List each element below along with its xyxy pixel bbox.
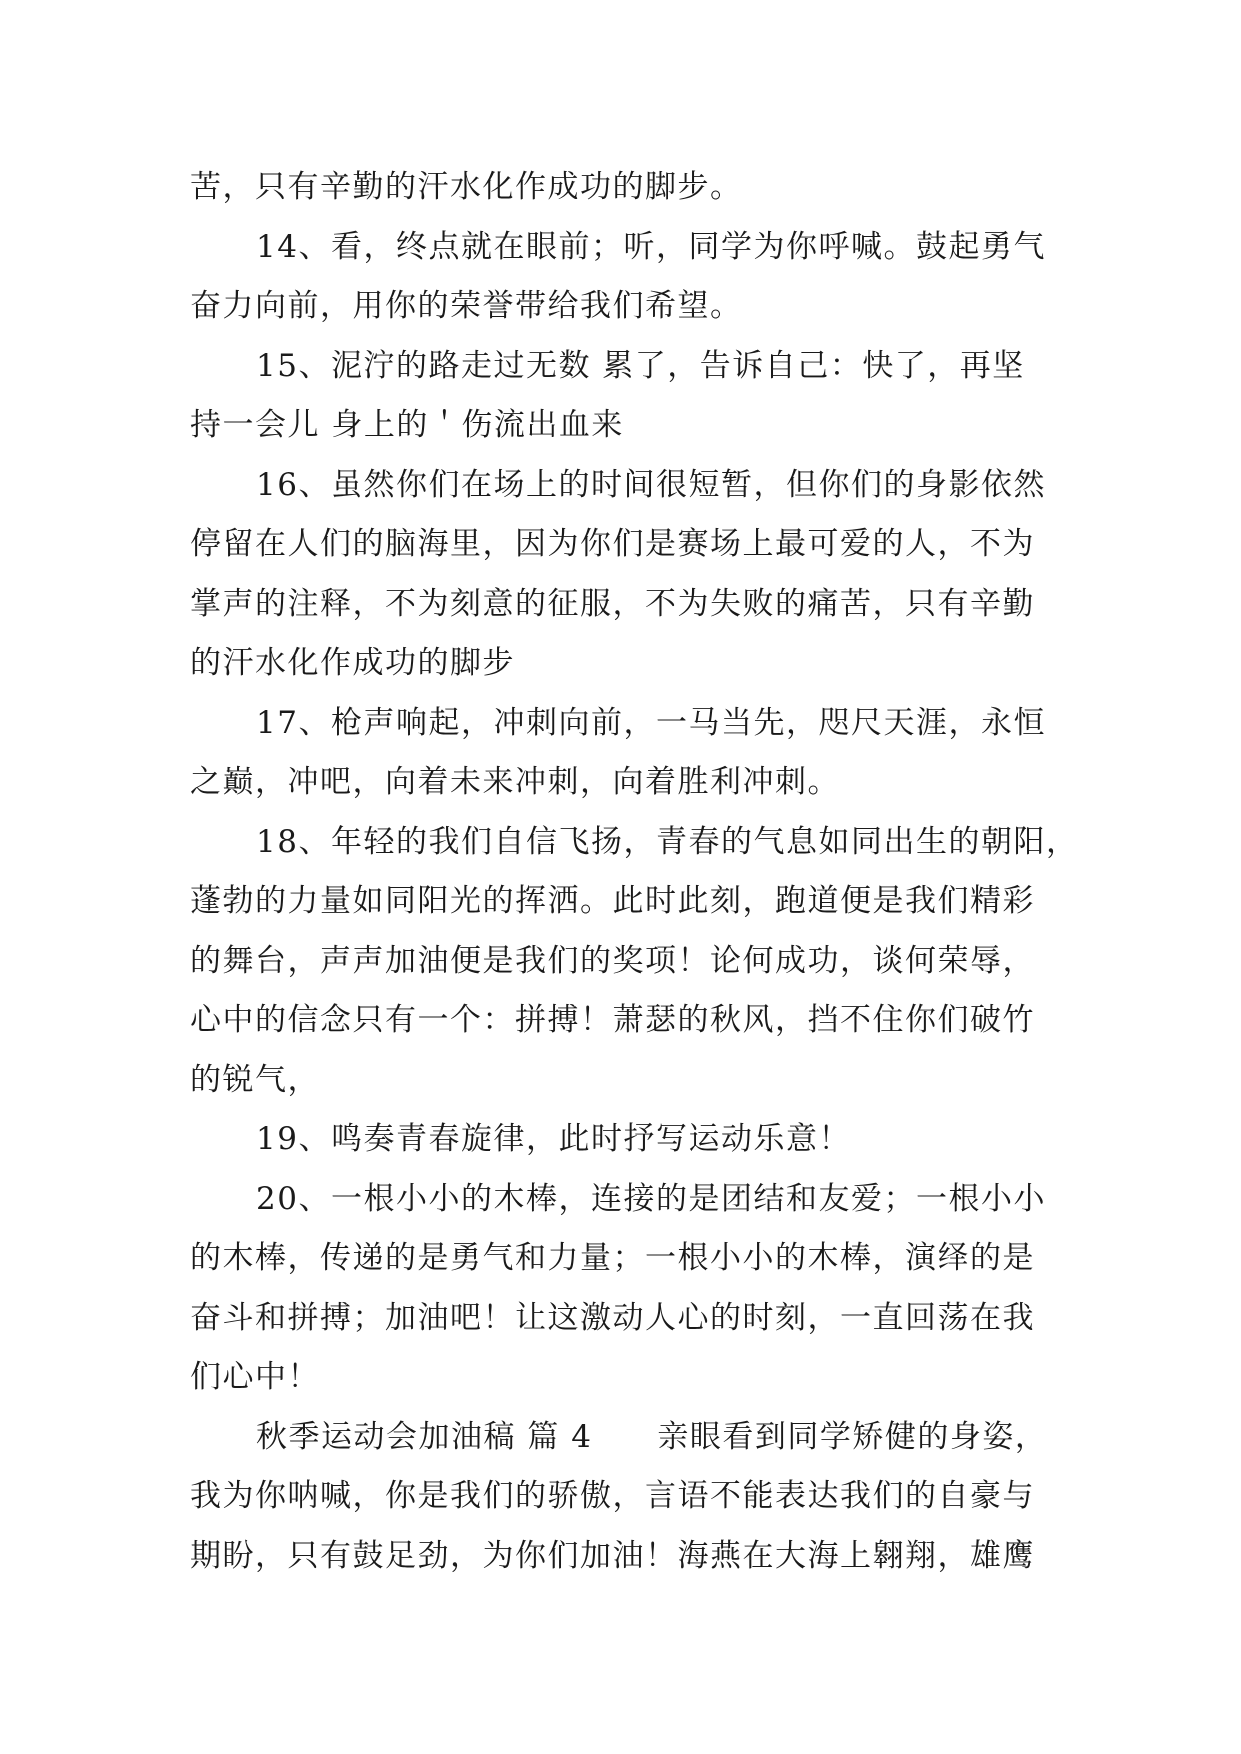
paragraph-15 (190, 337, 1060, 456)
text-line: 心中的信念只有一个：拼搏！萧瑟的秋风，挡不住你们破竹 (190, 1002, 1035, 1038)
text-line: 奋力向前，用你的荣誉带给我们希望。 (190, 288, 743, 324)
text-line: 停留在人们的脑海里，因为你们是赛场上最可爱的人，不为 (190, 526, 1035, 562)
text-line: 的锐气， (190, 1061, 320, 1098)
text-line: 苦，只有辛勤的汗水化作成功的脚步。 (190, 169, 743, 205)
text-line: 的汗水化作成功的脚步 (190, 645, 515, 681)
text-line: 我为你呐喊，你是我们的骄傲，言语不能表达我们的自豪与 (190, 1478, 1035, 1514)
text-line: 的木棒，传递的是勇气和力量；一根小小的木棒，演绎的是 (190, 1240, 1035, 1276)
text-line: 蓬勃的力量如同阳光的挥洒。此时此刻，跑道便是我们精彩 (190, 883, 1035, 919)
text-line: 掌声的注释，不为刻意的征服，不为失败的痛苦，只有辛勤 (190, 585, 1035, 622)
text-line: 期盼，只有鼓足劲，为你们加油！海燕在大海上翱翔，雄鹰 (190, 1537, 1035, 1574)
text-line: 的舞台，声声加油便是我们的奖项！论何成功，谈何荣辱， (190, 942, 1035, 979)
text-line: 秋季运动会加油稿 篇 4 亲眼看到同学矫健的身姿， (256, 1418, 1048, 1455)
paragraph-section-4 (190, 1408, 1060, 1587)
paragraph-13-continued (190, 158, 1060, 218)
text-line: 20、一根小小的木棒，连接的是团结和友爱；一根小小 (256, 1180, 1046, 1217)
text-line: 14、看，终点就在眼前；听，同学为你呼喊。鼓起勇气 (256, 228, 1046, 265)
text-line: 18、年轻的我们自信飞扬，青春的气息如同出生的朝阳， (256, 823, 1079, 860)
paragraph-18 (190, 813, 1079, 1111)
text-line: 们心中！ (190, 1359, 320, 1395)
paragraph-17 (190, 694, 1060, 813)
text-line: 17、枪声响起，冲刺向前，一马当先，咫尺天涯，永恒 (256, 704, 1046, 741)
text-line: 16、虽然你们在场上的时间很短暂，但你们的身影依然 (256, 466, 1046, 503)
text-line: 奋斗和拼搏；加油吧！让这激动人心的时刻，一直回荡在我 (190, 1299, 1035, 1336)
text-line: 19、鸣奏青春旋律，此时抒写运动乐意！ (256, 1121, 851, 1157)
paragraph-19 (190, 1110, 1060, 1170)
paragraph-16 (190, 456, 1060, 694)
text-line: 15、泥泞的路走过无数 累了，告诉自己：快了，再坚 (256, 347, 1025, 384)
text-line: 持一会儿 身上的＇伤流出血来 (190, 407, 624, 443)
text-line: 之巅，冲吧，向着未来冲刺，向着胜利冲刺。 (190, 764, 840, 800)
paragraph-20 (190, 1170, 1060, 1408)
document-body (190, 158, 1079, 1586)
paragraph-14 (190, 218, 1060, 337)
